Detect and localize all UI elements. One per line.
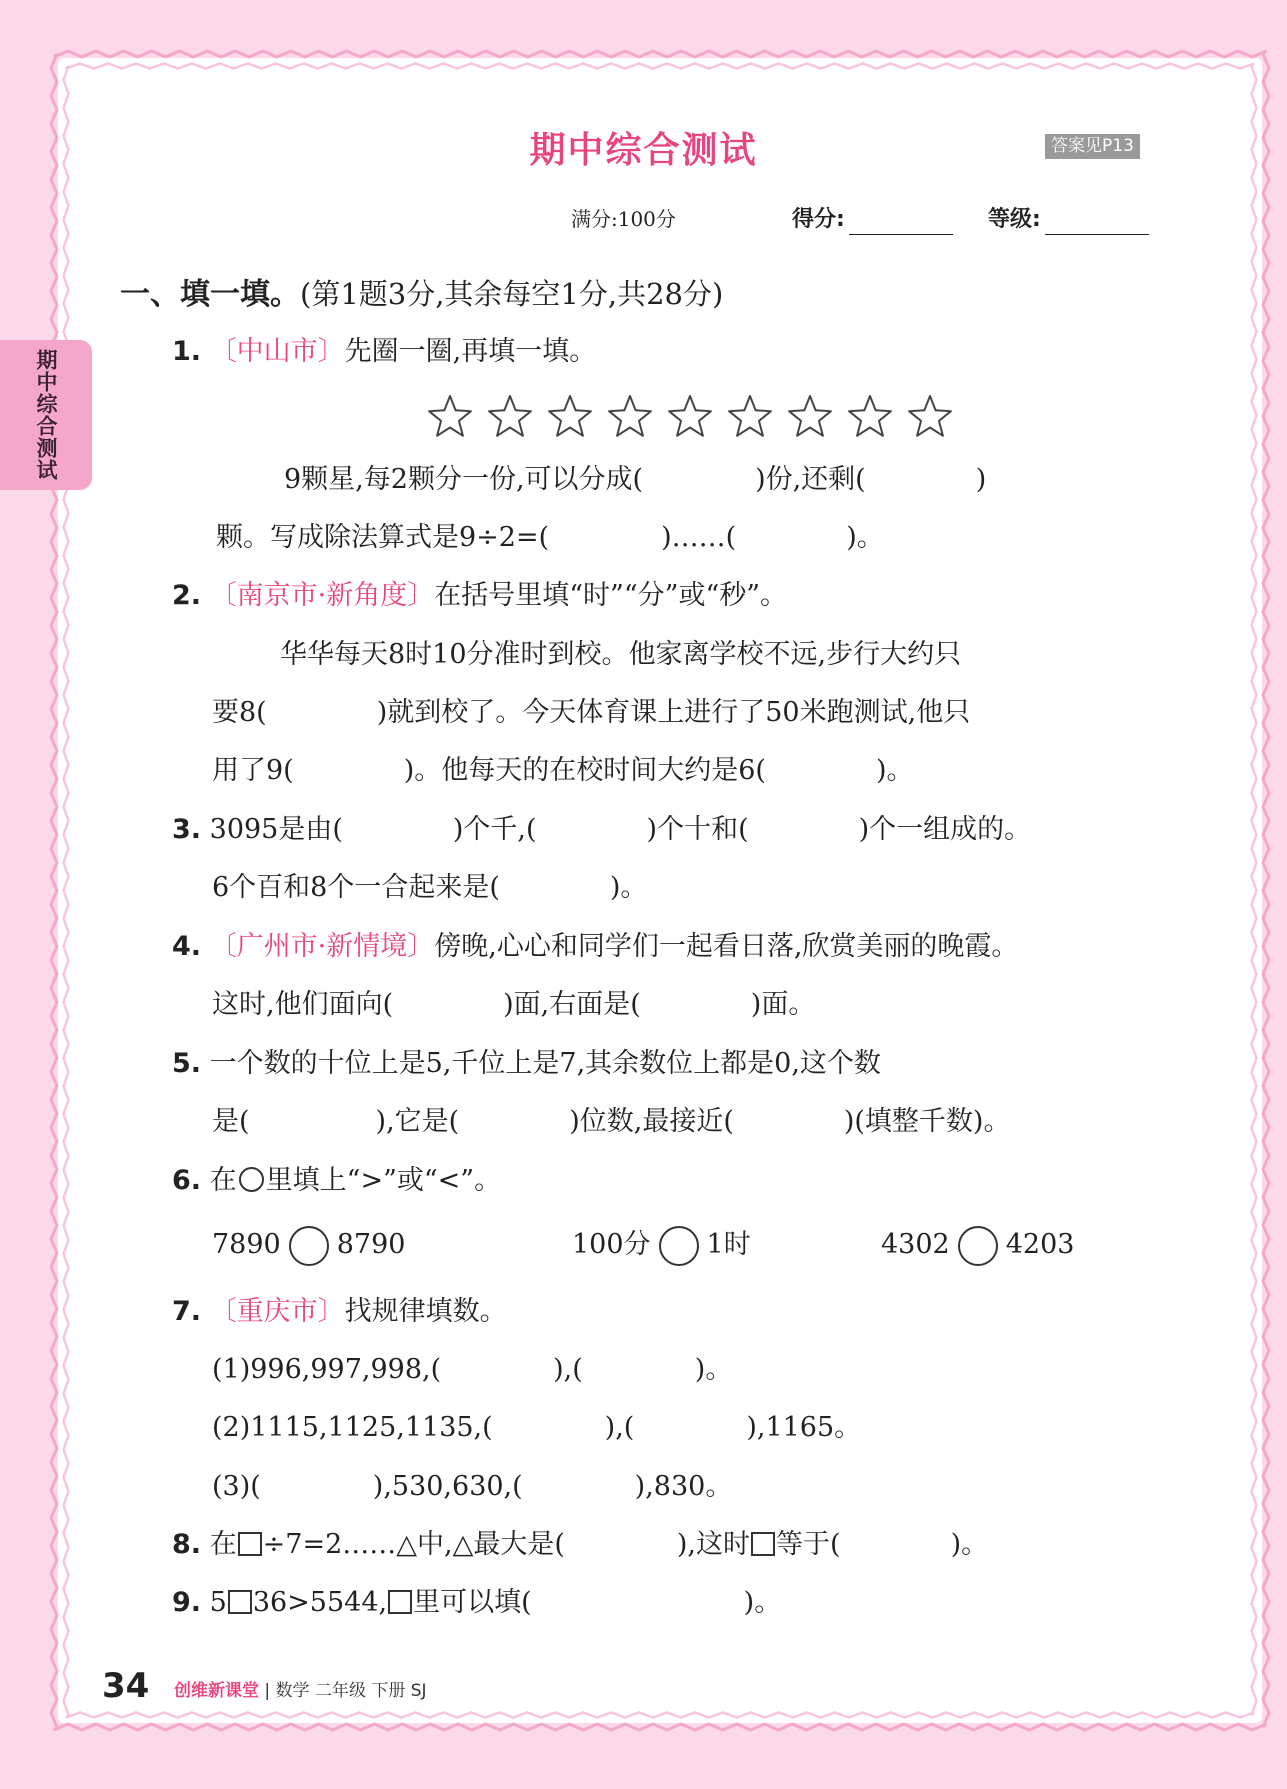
score-field	[792, 204, 953, 235]
text: (2)1115,1125,1135,(	[212, 1412, 493, 1443]
star-icon	[669, 396, 711, 436]
page-number: 34	[102, 1666, 150, 1706]
answer-reference-badge: 答案见P13	[1045, 134, 1140, 159]
question-number: 2.	[172, 580, 202, 611]
region-tag: 〔重庆市〕	[209, 1296, 345, 1327]
text: )。	[743, 1587, 782, 1618]
question-2-prompt	[172, 576, 787, 616]
text: ),(	[553, 1354, 583, 1385]
question-text: 傍晚,心心和同学们一起看日落,欣赏美丽的晚霞。	[434, 931, 1019, 962]
grade-field	[988, 204, 1149, 235]
question-number: 8.	[172, 1529, 202, 1560]
pattern-1	[212, 1350, 732, 1390]
region-tag: 〔南京市·新角度〕	[209, 580, 435, 611]
text: 这时,他们面向(	[212, 989, 394, 1020]
circle-symbol-icon	[239, 1167, 264, 1192]
question-8	[172, 1525, 988, 1565]
question-1-prompt	[172, 332, 596, 372]
text: )位数,最接近(	[569, 1106, 734, 1137]
text: 是(	[212, 1106, 250, 1137]
star-icon	[729, 396, 771, 436]
page-title: 期中综合测试	[529, 130, 758, 171]
question-number: 5.	[172, 1048, 202, 1079]
side-tab-label: 期中综合测试	[34, 349, 58, 481]
question-number: 6.	[172, 1165, 202, 1196]
star-icon	[789, 396, 831, 436]
text: )就到校了。今天体育课上进行了50米跑测试,他只	[376, 697, 971, 728]
text: 在	[209, 1165, 237, 1196]
question-text: 找规律填数。	[344, 1296, 507, 1327]
text: 5	[209, 1587, 227, 1618]
text: 36>5544,	[252, 1587, 388, 1618]
star-icon	[849, 396, 891, 436]
compare-left: 7890	[212, 1229, 281, 1260]
compare-circle[interactable]	[659, 1226, 699, 1266]
score-label: 得分:	[792, 207, 845, 232]
question-2-line-2	[212, 693, 970, 733]
question-4-prompt	[172, 927, 1018, 967]
footer-subject: | 数学 二年级 下册 SJ	[264, 1681, 427, 1701]
question-6-prompt	[172, 1161, 501, 1201]
square-box-icon[interactable]	[228, 1590, 252, 1614]
region-tag: 〔广州市·新情境〕	[209, 931, 435, 962]
compare-circle[interactable]	[958, 1226, 998, 1266]
question-2-line-3	[212, 751, 914, 791]
text: )……(	[661, 522, 737, 553]
star-icon	[489, 396, 531, 436]
text: 一个数的十位上是5,千位上是7,其余数位上都是0,这个数	[209, 1048, 881, 1079]
compare-item-1	[212, 1225, 405, 1266]
pattern-3	[212, 1467, 732, 1507]
text: 用了9(	[212, 755, 294, 786]
pattern-2	[212, 1408, 861, 1448]
compare-right: 4203	[1005, 1229, 1075, 1260]
text: 6个百和8个一合起来是(	[212, 872, 500, 903]
star-icon	[549, 396, 591, 436]
text: 颗。写成除法算式是9÷2=(	[216, 522, 550, 553]
compare-right: 1时	[706, 1229, 751, 1260]
text: 在	[209, 1529, 237, 1560]
text: ),这时	[676, 1529, 751, 1560]
text: ÷7=2……△中,△最大是(	[262, 1529, 565, 1560]
text: )。	[609, 872, 648, 903]
text: 9颗星,每2颗分一份,可以分成(	[284, 464, 644, 495]
compare-item-3	[881, 1225, 1074, 1266]
text: (3)(	[212, 1471, 261, 1502]
question-7-prompt	[172, 1292, 507, 1332]
text: )份,还剩(	[755, 464, 866, 495]
text: 要8(	[212, 697, 267, 728]
text: ),830。	[634, 1471, 733, 1502]
text: 里填上“>”或“<”。	[265, 1165, 502, 1196]
compare-circle[interactable]	[289, 1226, 329, 1266]
text: ),(	[604, 1412, 635, 1443]
text: 3095是由(	[209, 814, 343, 845]
square-box-icon	[751, 1532, 775, 1556]
text: )面,右面是(	[503, 989, 641, 1020]
text: ),530,630,(	[372, 1471, 523, 1502]
compare-left: 4302	[881, 1229, 950, 1260]
question-number: 9.	[172, 1587, 202, 1618]
grade-label: 等级:	[988, 207, 1041, 232]
question-text: 先圈一圈,再填一填。	[344, 336, 597, 367]
compare-item-2	[572, 1225, 751, 1266]
footer-info	[174, 1676, 427, 1701]
compare-left: 100分	[572, 1229, 651, 1260]
text: )。	[950, 1529, 989, 1560]
text: ),它是(	[375, 1106, 460, 1137]
question-3-line-2	[212, 868, 647, 908]
question-text: 在括号里填“时”“分”或“秒”。	[434, 580, 788, 611]
question-3-line-1	[172, 810, 1031, 850]
star-icon	[909, 396, 951, 436]
text: )。	[694, 1354, 733, 1385]
section-title: 一、填一填。	[120, 277, 300, 312]
question-9	[172, 1583, 781, 1623]
text: 里可以填(	[413, 1587, 532, 1618]
footer-brand: 创维新课堂	[174, 1681, 259, 1701]
grade-blank[interactable]	[1045, 212, 1149, 235]
question-number: 3.	[172, 814, 202, 845]
question-1-line-2	[216, 518, 884, 558]
question-number: 7.	[172, 1296, 202, 1327]
section-note: (第1题3分,其余每空1分,共28分)	[300, 277, 724, 311]
question-number: 4.	[172, 931, 202, 962]
question-5-line-2	[212, 1102, 1010, 1142]
question-1-line-1	[284, 460, 986, 500]
star-row	[424, 392, 964, 442]
text: )个千,(	[452, 814, 537, 845]
section-heading	[120, 272, 723, 317]
region-tag: 〔中山市〕	[209, 336, 345, 367]
text: )(填整千数)。	[843, 1106, 1011, 1137]
text: )。他每天的在校时间大约是6(	[403, 755, 766, 786]
text: )个十和(	[646, 814, 749, 845]
score-blank[interactable]	[849, 212, 953, 235]
text: )	[975, 464, 987, 495]
text: )个一组成的。	[858, 814, 1032, 845]
text: ),1165。	[746, 1412, 862, 1443]
square-box-icon	[388, 1590, 412, 1614]
text: )。	[846, 522, 884, 553]
text: )面。	[750, 989, 816, 1020]
compare-right: 8790	[336, 1229, 406, 1260]
square-box-icon	[238, 1532, 262, 1556]
question-5-line-1	[172, 1044, 881, 1084]
text: )。	[875, 755, 914, 786]
question-4-line-2	[212, 985, 815, 1025]
question-2-line-1: 华华每天8时10分准时到校。他家离学校不远,步行大约只	[280, 639, 962, 670]
star-icon	[429, 396, 471, 436]
text: (1)996,997,998,(	[212, 1354, 442, 1385]
full-score: 满分:100分	[571, 207, 676, 231]
text: 等于(	[776, 1529, 841, 1560]
question-number: 1.	[172, 336, 202, 367]
side-tab	[0, 340, 92, 490]
star-icon	[609, 396, 651, 436]
